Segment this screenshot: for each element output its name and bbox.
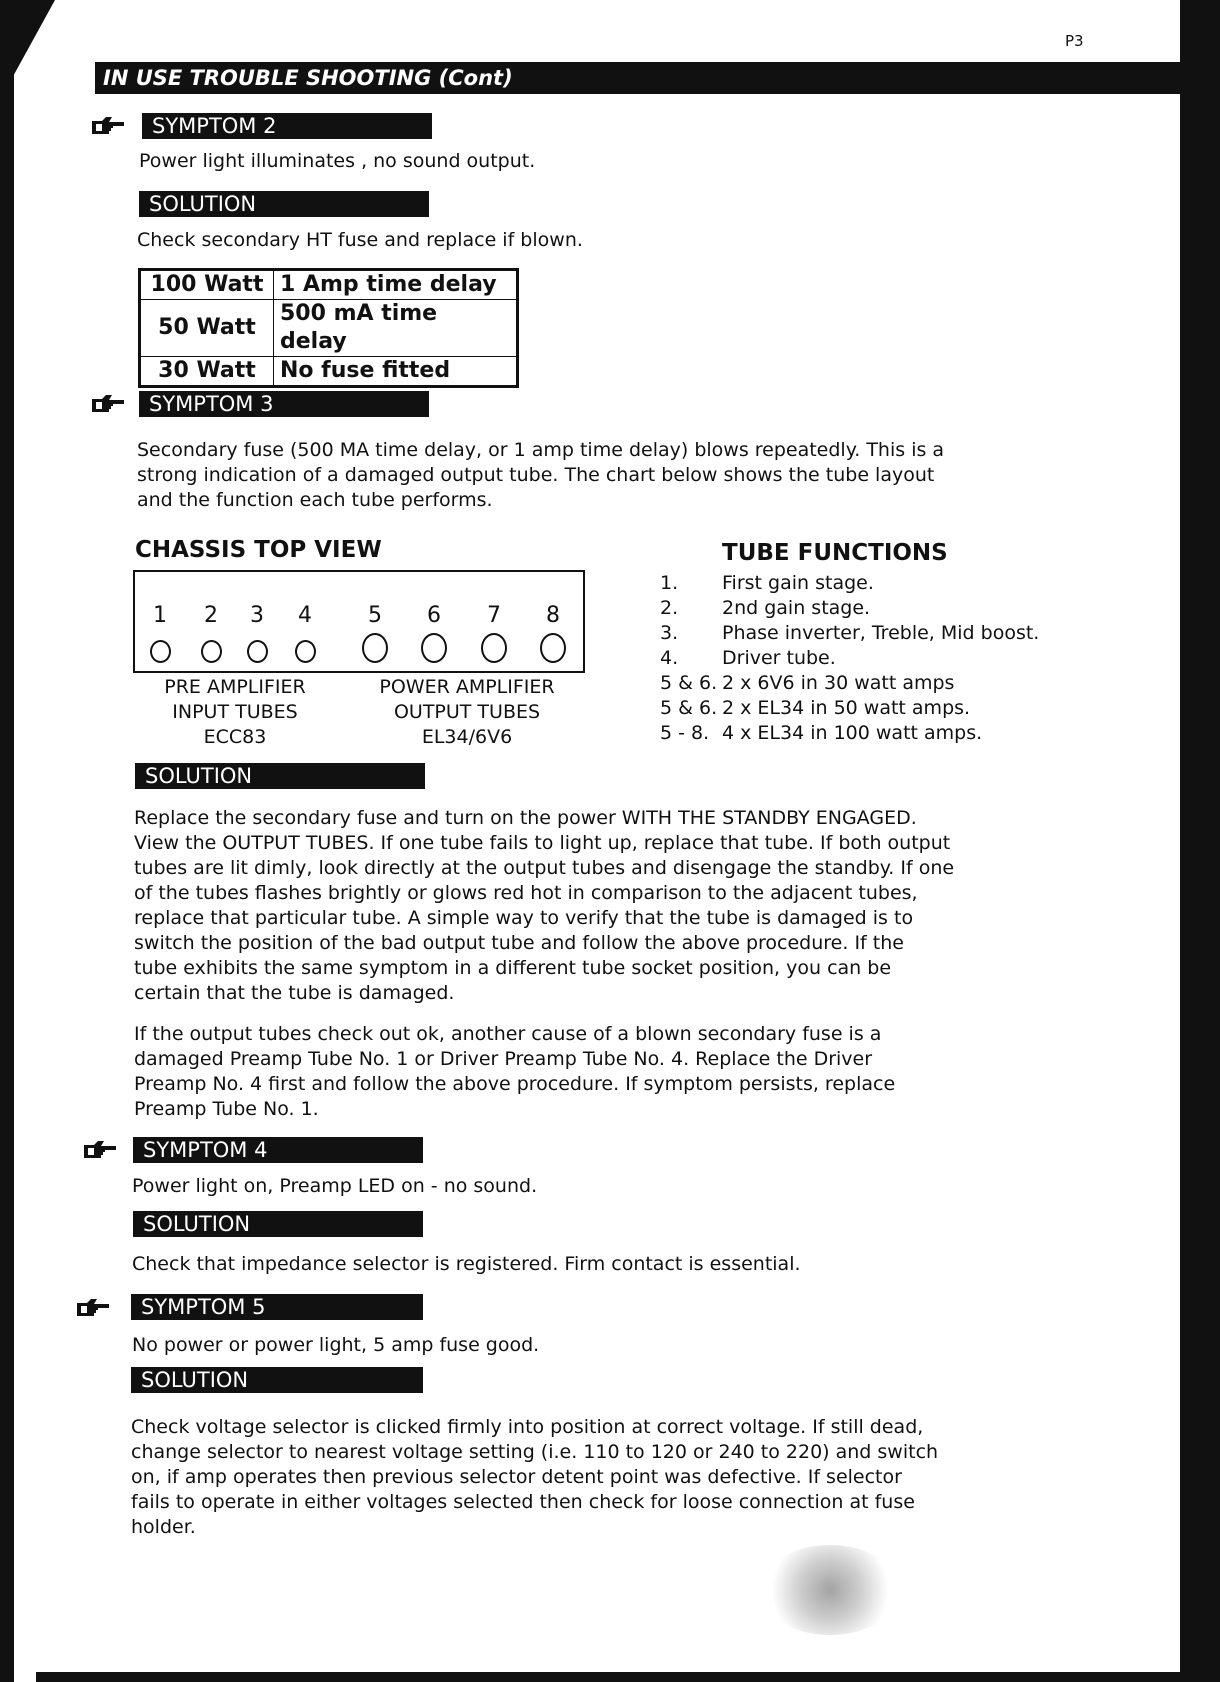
preamp-tube-4 (295, 640, 316, 663)
scan-edge-right (1180, 0, 1220, 1682)
preamp-tube-2 (201, 640, 222, 663)
text-line: change selector to nearest voltage setting (i.e. 110 to 120 or 240 to 220) and switch (131, 1441, 939, 1463)
caption-line: ECC83 (203, 726, 267, 748)
fuse-rating-cell: 500 mA time delay (274, 300, 518, 357)
power-amp-caption (362, 675, 572, 750)
tube-number: 3 (250, 603, 264, 628)
symptom-4-solution-label: SOLUTION (133, 1211, 423, 1237)
symptom-5-label: SYMPTOM 5 (131, 1294, 423, 1320)
fuse-watt-cell: 100 Watt (140, 270, 274, 300)
text-line: of the tubes flashes brightly or glows red hot in comparison to the adjacent tubes, (134, 882, 918, 904)
symptom-4-description: Power light on, Preamp LED on - no sound. (132, 1175, 538, 1197)
text-line: Preamp Tube No. 1. (134, 1098, 319, 1120)
text-line: holder. (131, 1516, 196, 1538)
symptom-3-solution-para-1 (134, 806, 954, 1006)
preamp-tube-3 (247, 640, 268, 663)
text-line: on, if amp operates then previous selector detent point was defective. If selector (131, 1466, 902, 1488)
page-number: P3 (1065, 32, 1084, 50)
list-item-text: Phase inverter, Treble, Mid boost. (722, 622, 1040, 644)
page-title: IN USE TROUBLE SHOOTING (Cont) (103, 66, 513, 90)
list-item (660, 571, 1039, 596)
caption-line: EL34/6V6 (421, 726, 513, 748)
symptom-3-label: SYMPTOM 3 (139, 391, 429, 417)
text-line: strong indication of a damaged output tube. The chart below shows the tube layout (137, 464, 935, 486)
list-item (660, 721, 1039, 746)
scan-corner (0, 0, 55, 100)
fuse-rating-cell: No fuse fitted (274, 357, 518, 387)
symptom-4-label: SYMPTOM 4 (133, 1137, 423, 1163)
symptom-5-description: No power or power light, 5 amp fuse good. (132, 1334, 540, 1356)
text-line: damaged Preamp Tube No. 1 or Driver Preamp Tube No. 4. Replace the Driver (134, 1048, 873, 1070)
symptom-2-description: Power light illuminates , no sound output. (139, 150, 536, 172)
preamp-caption (140, 675, 330, 750)
symptom-4-solution-text: Check that impedance selector is registered. Firm contact is essential. (132, 1253, 801, 1275)
list-item-number: 5 & 6. (660, 697, 718, 719)
symptom-3-description (137, 438, 944, 513)
list-item (660, 621, 1039, 646)
power-tube-8 (540, 633, 566, 663)
list-item (660, 671, 1039, 696)
text-line: tubes are lit dimly, look directly at the output tubes and disengage the standby. If one (134, 857, 955, 879)
symptom-5-solution-text (131, 1415, 938, 1540)
symptom-2-label: SYMPTOM 2 (142, 113, 432, 139)
pointing-hand-icon (90, 392, 128, 416)
caption-line: PRE AMPLIFIER (164, 676, 306, 698)
tube-number: 5 (368, 603, 382, 628)
power-tube-6 (421, 633, 447, 663)
table-row (140, 300, 518, 357)
table-row (140, 270, 518, 300)
tube-number: 2 (204, 603, 218, 628)
symptom-5-solution-label: SOLUTION (131, 1367, 423, 1393)
list-item-text: First gain stage. (722, 572, 874, 594)
fuse-watt-cell: 30 Watt (140, 357, 274, 387)
scan-smudge (760, 1545, 900, 1635)
pointing-hand-icon (90, 114, 128, 138)
pointing-hand-icon (75, 1296, 113, 1320)
caption-line: INPUT TUBES (172, 701, 298, 723)
list-item-number: 5 & 6. (660, 672, 718, 694)
symptom-2-solution-text: Check secondary HT fuse and replace if blown. (137, 229, 583, 251)
list-item-text: 4 x EL34 in 100 watt amps. (722, 722, 983, 744)
list-item-text: Driver tube. (722, 647, 836, 669)
fuse-rating-cell: 1 Amp time delay (274, 270, 518, 300)
caption-line: OUTPUT TUBES (393, 701, 541, 723)
tube-functions-title: TUBE FUNCTIONS (722, 540, 948, 566)
list-item-number: 2. (660, 597, 679, 619)
tube-functions-list (660, 571, 1039, 746)
caption-line: POWER AMPLIFIER (379, 676, 555, 698)
table-row (140, 357, 518, 387)
pointing-hand-icon (82, 1138, 120, 1162)
text-line: If the output tubes check out ok, another cause of a blown secondary fuse is a (134, 1023, 882, 1045)
list-item (660, 596, 1039, 621)
fuse-table (138, 268, 519, 388)
preamp-tube-1 (150, 640, 171, 663)
scan-edge-bottom (36, 1672, 1181, 1682)
list-item (660, 646, 1039, 671)
power-tube-7 (481, 633, 507, 663)
text-line: replace that particular tube. A simple way to verify that the tube is damaged is to (134, 907, 914, 929)
fuse-watt-cell: 50 Watt (140, 300, 274, 357)
list-item-text: 2nd gain stage. (722, 597, 871, 619)
list-item-number: 1. (660, 572, 679, 594)
text-line: fails to operate in either voltages selected then check for loose connection at fuse (131, 1491, 915, 1513)
symptom-3-solution-label: SOLUTION (135, 763, 425, 789)
tube-number: 8 (546, 603, 560, 628)
list-item-text: 2 x 6V6 in 30 watt amps (722, 672, 955, 694)
power-tube-5 (362, 633, 388, 663)
tube-number: 7 (487, 603, 501, 628)
text-line: certain that the tube is damaged. (134, 982, 455, 1004)
text-line: tube exhibits the same symptom in a different tube socket position, you can be (134, 957, 892, 979)
list-item-text: 2 x EL34 in 50 watt amps. (722, 697, 971, 719)
symptom-3-solution-para-2 (134, 1022, 895, 1122)
list-item-number: 3. (660, 622, 679, 644)
tube-number: 6 (427, 603, 441, 628)
text-line: Secondary fuse (500 MA time delay, or 1 amp time delay) blows repeatedly. This is a (137, 439, 945, 461)
text-line: Replace the secondary fuse and turn on the power WITH THE STANDBY ENGAGED. (134, 807, 917, 829)
text-line: Check voltage selector is clicked firmly into position at correct voltage. If still dead, (131, 1416, 924, 1438)
tube-number: 1 (153, 603, 167, 628)
list-item-number: 4. (660, 647, 679, 669)
scan-edge-left (0, 0, 14, 1682)
list-item-number: 5 - 8. (660, 722, 710, 744)
list-item (660, 696, 1039, 721)
text-line: Preamp No. 4 first and follow the above procedure. If symptom persists, replace (134, 1073, 896, 1095)
symptom-2-solution-label: SOLUTION (139, 191, 429, 217)
text-line: and the function each tube performs. (137, 489, 493, 511)
tube-number: 4 (298, 603, 312, 628)
text-line: switch the position of the bad output tube and follow the above procedure. If the (134, 932, 904, 954)
chassis-title: CHASSIS TOP VIEW (135, 537, 382, 563)
text-line: View the OUTPUT TUBES. If one tube fails to light up, replace that tube. If both output (134, 832, 951, 854)
